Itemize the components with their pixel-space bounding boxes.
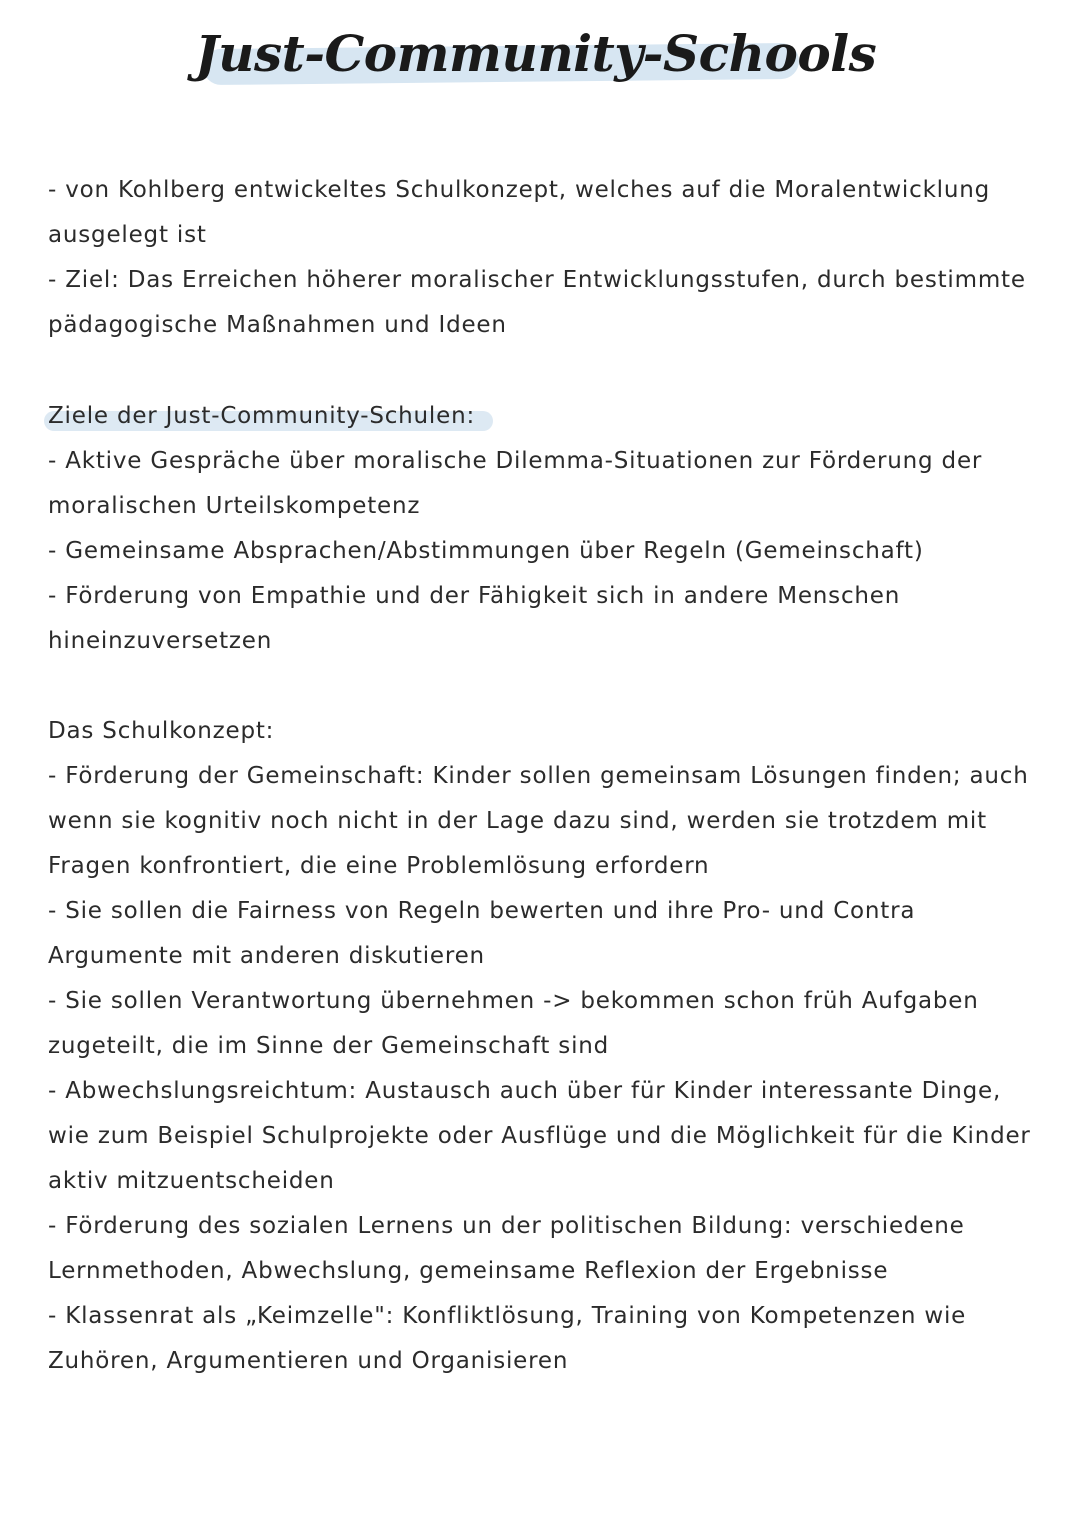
concept-line: wenn sie kognitiv noch nicht in der Lage dazu sind, werden sie trotzdem mit (48, 808, 987, 834)
goals-line: - Gemeinsame Absprachen/Abstimmungen über Regeln (Gemeinschaft) (48, 538, 924, 564)
concept-line: Zuhören, Argumentieren und Organisieren (48, 1348, 569, 1374)
goals-heading-text: Ziele der Just-Community-Schulen: (48, 403, 476, 429)
concept-line: wie zum Beispiel Schulprojekte oder Ausflüge und die Möglichkeit für die Kinder (48, 1123, 1031, 1149)
concept-line: - Förderung des sozialen Lernens un der politischen Bildung: verschiedene (48, 1213, 965, 1239)
concept-line: Lernmethoden, Abwechslung, gemeinsame Reflexion der Ergebnisse (48, 1258, 889, 1284)
concept-line: aktiv mitzuentscheiden (48, 1168, 335, 1194)
intro-line: - von Kohlberg entwickeltes Schulkonzept, welches auf die Moralentwicklung (48, 177, 991, 203)
goals-line: - Förderung von Empathie und der Fähigkeit sich in andere Menschen (48, 583, 901, 609)
concept-line: Fragen konfrontiert, die eine Problemlösung erfordern (48, 853, 710, 879)
intro-line: ausgelegt ist (48, 222, 207, 248)
concept-line: - Sie sollen Verantwortung übernehmen -> bekommen schon früh Aufgaben (48, 988, 979, 1014)
concept-line: - Förderung der Gemeinschaft: Kinder sollen gemeinsam Lösungen finden; auch (48, 763, 1029, 789)
concept-line: Argumente mit anderen diskutieren (48, 943, 485, 969)
concept-line: zugeteilt, die im Sinne der Gemeinschaft sind (48, 1033, 610, 1059)
concept-line: - Sie sollen die Fairness von Regeln bewerten und ihre Pro- und Contra (48, 898, 916, 924)
goals-line: moralischen Urteilskompetenz (48, 493, 421, 519)
intro-line: pädagogische Maßnahmen und Ideen (48, 312, 507, 338)
intro-block (48, 168, 1048, 348)
goals-section (48, 394, 1048, 664)
intro-line: - Ziel: Das Erreichen höherer moralischer Entwicklungsstufen, durch bestimmte (48, 267, 1026, 293)
concept-section (48, 709, 1048, 1384)
concept-line: - Abwechslungsreichtum: Austausch auch über für Kinder interessante Dinge, (48, 1078, 1002, 1104)
goals-heading (48, 394, 475, 439)
concept-line: - Klassenrat als „Keimzelle": Konfliktlösung, Training von Kompetenzen wie (48, 1303, 967, 1329)
notes-body (48, 168, 1048, 1384)
title-block (195, 18, 877, 90)
concept-heading: Das Schulkonzept: (48, 718, 275, 744)
goals-line: hineinzuversetzen (48, 628, 273, 654)
page-title: Just-Community-Schools (195, 24, 877, 83)
goals-heading-line (48, 394, 1048, 439)
goals-line: - Aktive Gespräche über moralische Dilemma-Situationen zur Förderung der (48, 448, 983, 474)
